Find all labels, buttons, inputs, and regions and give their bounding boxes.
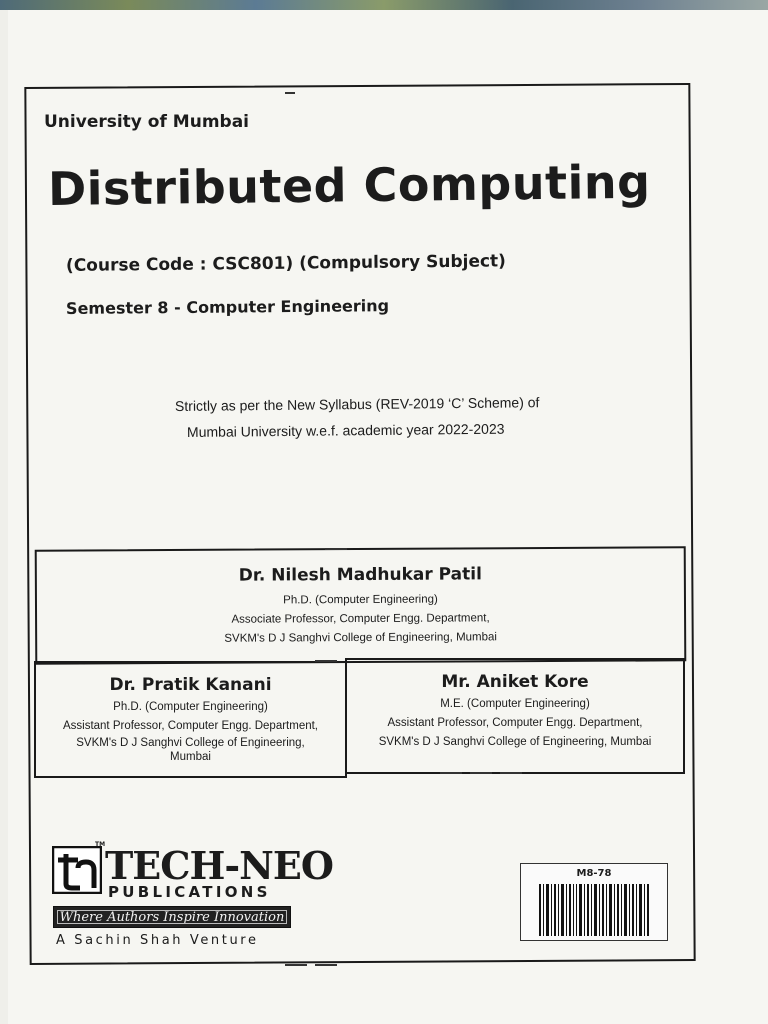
binding-mark [315,964,337,966]
university-name: University of Mumbai [44,112,249,132]
barcode-code: M8-78 [576,868,612,879]
binding-mark [440,772,462,774]
binding-mark [500,772,522,774]
book-title: Distributed Computing [47,154,651,216]
semester-line: Semester 8 - Computer Engineering [65,296,390,318]
author-institution: SVKM's D J Sanghvi College of Engineering, Mumbai [224,631,497,645]
syllabus-line-1: Strictly as per the New Syllabus (REV-2019 ‘C’ Scheme) of [174,394,540,414]
author-position: Associate Professor, Computer Engg. Department, [231,612,490,626]
author-position: Assistant Professor, Computer Engg. Department, [62,720,319,732]
binding-mark [470,772,492,774]
publisher-venture: A Sachin Shah Venture [56,933,259,948]
author-name: Mr. Aniket Kore [441,672,589,692]
author-institution-cont: Mumbai [170,751,211,763]
author-box-primary [35,546,687,664]
syllabus-line-2: Mumbai University w.e.f. academic year 2022-2023 [186,420,505,440]
author-name: Dr. Pratik Kanani [109,675,272,695]
author-box-right [345,658,685,774]
publisher-brand: TECH-NEO [105,843,333,888]
publisher-tagline: Where Authors Inspire Innovation [53,906,291,928]
top-edge-strip [0,0,768,10]
author-degree: M.E. (Computer Engineering) [440,698,590,710]
binding-mark [315,660,337,662]
trademark-mark: TM [95,841,106,848]
author-degree: Ph.D. (Computer Engineering) [283,593,438,607]
author-institution: SVKM's D J Sanghvi College of Engineering, [76,737,305,749]
cover-border-frame [24,83,695,965]
barcode-label [520,863,668,941]
tech-neo-logo-icon [52,846,102,894]
author-box-left [34,661,347,778]
binding-mark [285,964,307,966]
binding-mark [325,548,347,550]
publisher-publications: PUBLICATIONS [108,883,271,901]
author-position: Assistant Professor, Computer Engg. Department, [387,717,643,729]
author-name: Dr. Nilesh Madhukar Patil [238,564,482,586]
binding-mark [285,92,295,94]
barcode-icon [539,884,651,936]
author-degree: Ph.D. (Computer Engineering) [113,701,268,713]
author-institution: SVKM's D J Sanghvi College of Engineering, Mumbai [378,736,652,748]
course-code-line: (Course Code : CSC801) (Compulsory Subject) [65,251,507,276]
